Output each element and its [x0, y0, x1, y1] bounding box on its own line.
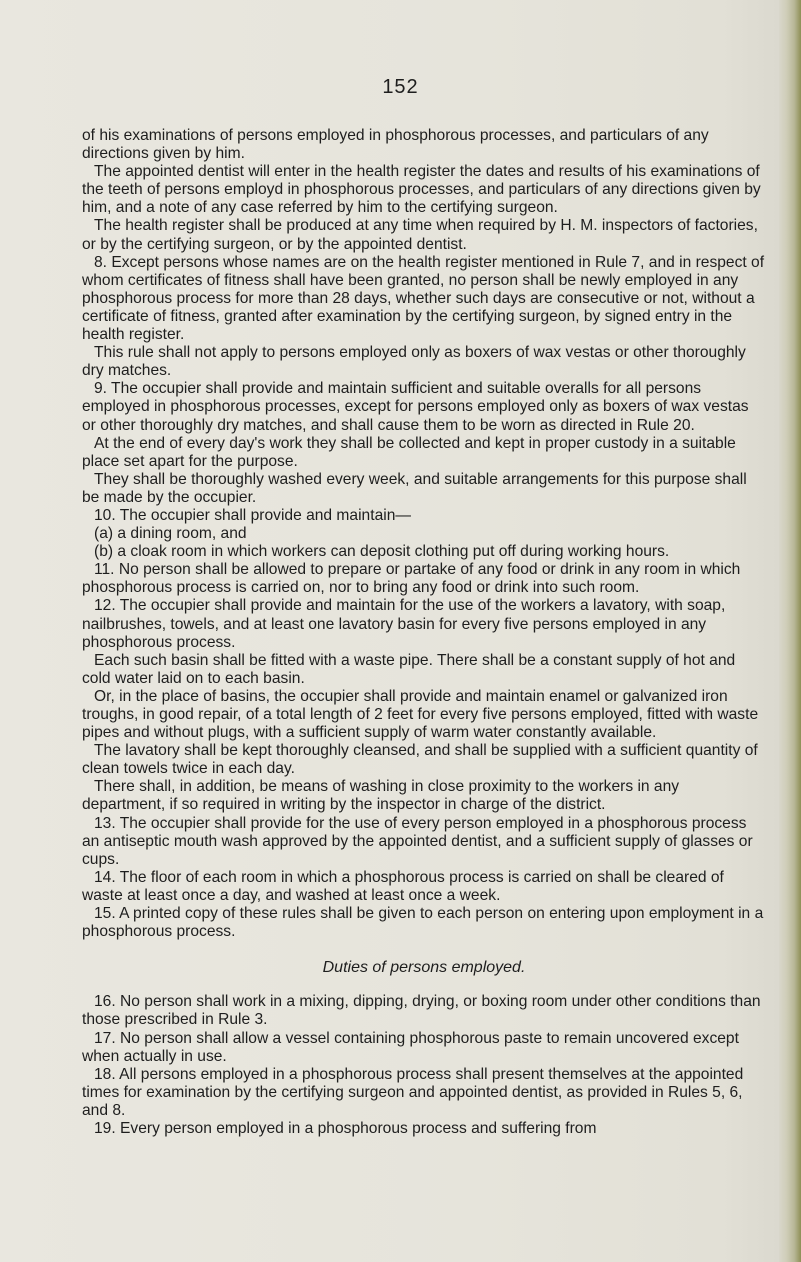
- paragraph: Each such basin shall be fitted with a waste pipe. There shall be a constant supply of hot and cold water laid on to each basin.: [82, 651, 736, 687]
- page-edge: [779, 0, 801, 1262]
- rule-11: 11. No person shall be allowed to prepare or partake of any food or drink in any room in which phosphorous process is carried on, nor to bring any food or drink into such room.: [82, 561, 741, 597]
- rule-17: 17. No person shall allow a vessel containing phosphorous paste to remain uncovered except when actually in use.: [82, 1029, 739, 1065]
- paragraph: Or, in the place of basins, the occupier shall provide and maintain enamel or galvanized iron troughs, in good repair, of a total length of 2 feet for every five persons employed, fitted with waste pipes and without plugs, with a sufficient supply of warm water constantly available.: [82, 687, 759, 742]
- rule-18: 18. All persons employed in a phosphorous process shall present themselves at the appointed times for examination by the certifying surgeon and appointed dentist, as provided in Rules 5, 6, and 8.: [82, 1065, 744, 1119]
- rule-13: 13. The occupier shall provide for the use of every person employed in a phosphorous process an antiseptic mouth wash approved by the appointed dentist, and a sufficient supply of glasses or cups.: [82, 814, 753, 868]
- rule-19: 19. Every person employed in a phosphorous process and suffering from: [94, 1119, 597, 1137]
- page-number: 152: [382, 76, 419, 98]
- paragraph: At the end of every day's work they shall be collected and kept in proper custody in a suitable place set apart for the purpose.: [82, 434, 736, 470]
- rule-8: 8. Except persons whose names are on the health register mentioned in Rule 7, and in respect of whom certificates of fitness shall have been granted, no person shall be newly employed in any phosphorous process for more than 28 days, whether such days are consecutive or not, without a certificate of fitness, granted after examination by the certifying surgeon, by signed entry in the health register.: [82, 253, 765, 344]
- paragraph: The lavatory shall be kept thoroughly cleansed, and shall be supplied with a sufficient quantity of clean towels twice in each day.: [82, 742, 758, 778]
- rule-10-item-b: (b) a cloak room in which workers can deposit clothing put off during working hours.: [94, 543, 670, 561]
- rule-10-item-a: (a) a dining room, and: [94, 525, 247, 543]
- paragraph: The appointed dentist will enter in the health register the dates and results of his examinations of the teeth of persons employd in phosphorous processes, and particulars of any directions given by him, and a note of any case referred by him to the certifying surgeon.: [82, 163, 761, 217]
- rule-15: 15. A printed copy of these rules shall be given to each person on entering upon employment in a phosphorous process.: [82, 905, 764, 941]
- body-text: [82, 127, 766, 1138]
- paragraph: of his examinations of persons employed in phosphorous processes, and particulars of any directions given by him.: [82, 127, 709, 163]
- paragraph: There shall, in addition, be means of washing in close proximity to the workers in any department, if so required in writing by the inspector in charge of the district.: [82, 778, 680, 814]
- rule-10: 10. The occupier shall provide and maintain—: [94, 506, 411, 524]
- rule-16: 16. No person shall work in a mixing, dipping, drying, or boxing room under other conditions than those prescribed in Rule 3.: [82, 993, 761, 1029]
- paragraph: They shall be thoroughly washed every week, and suitable arrangements for this purpose shall be made by the occupier.: [82, 470, 747, 506]
- paragraph: The health register shall be produced at any time when required by H. M. inspectors of factories, or by the certifying surgeon, or by the appointed dentist.: [82, 217, 758, 253]
- rule-14: 14. The floor of each room in which a phosphorous process is carried on shall be cleared of waste at least once a day, and washed at least once a week.: [82, 868, 724, 904]
- rule-12: 12. The occupier shall provide and maintain for the use of the workers a lavatory, with soap, nailbrushes, towels, and at least one lavatory basin for every five persons employed in any phosphorous process.: [82, 597, 726, 651]
- rule-9: 9. The occupier shall provide and maintain sufficient and suitable overalls for all persons employed in phosphorous processes, except for persons employed only as boxers of wax vestas or other thoroughly dry matches, and shall cause them to be worn as directed in Rule 20.: [82, 380, 749, 434]
- section-heading: Duties of persons employed.: [322, 959, 526, 977]
- paragraph: This rule shall not apply to persons employed only as boxers of wax vestas or other thoroughly dry matches.: [82, 344, 746, 380]
